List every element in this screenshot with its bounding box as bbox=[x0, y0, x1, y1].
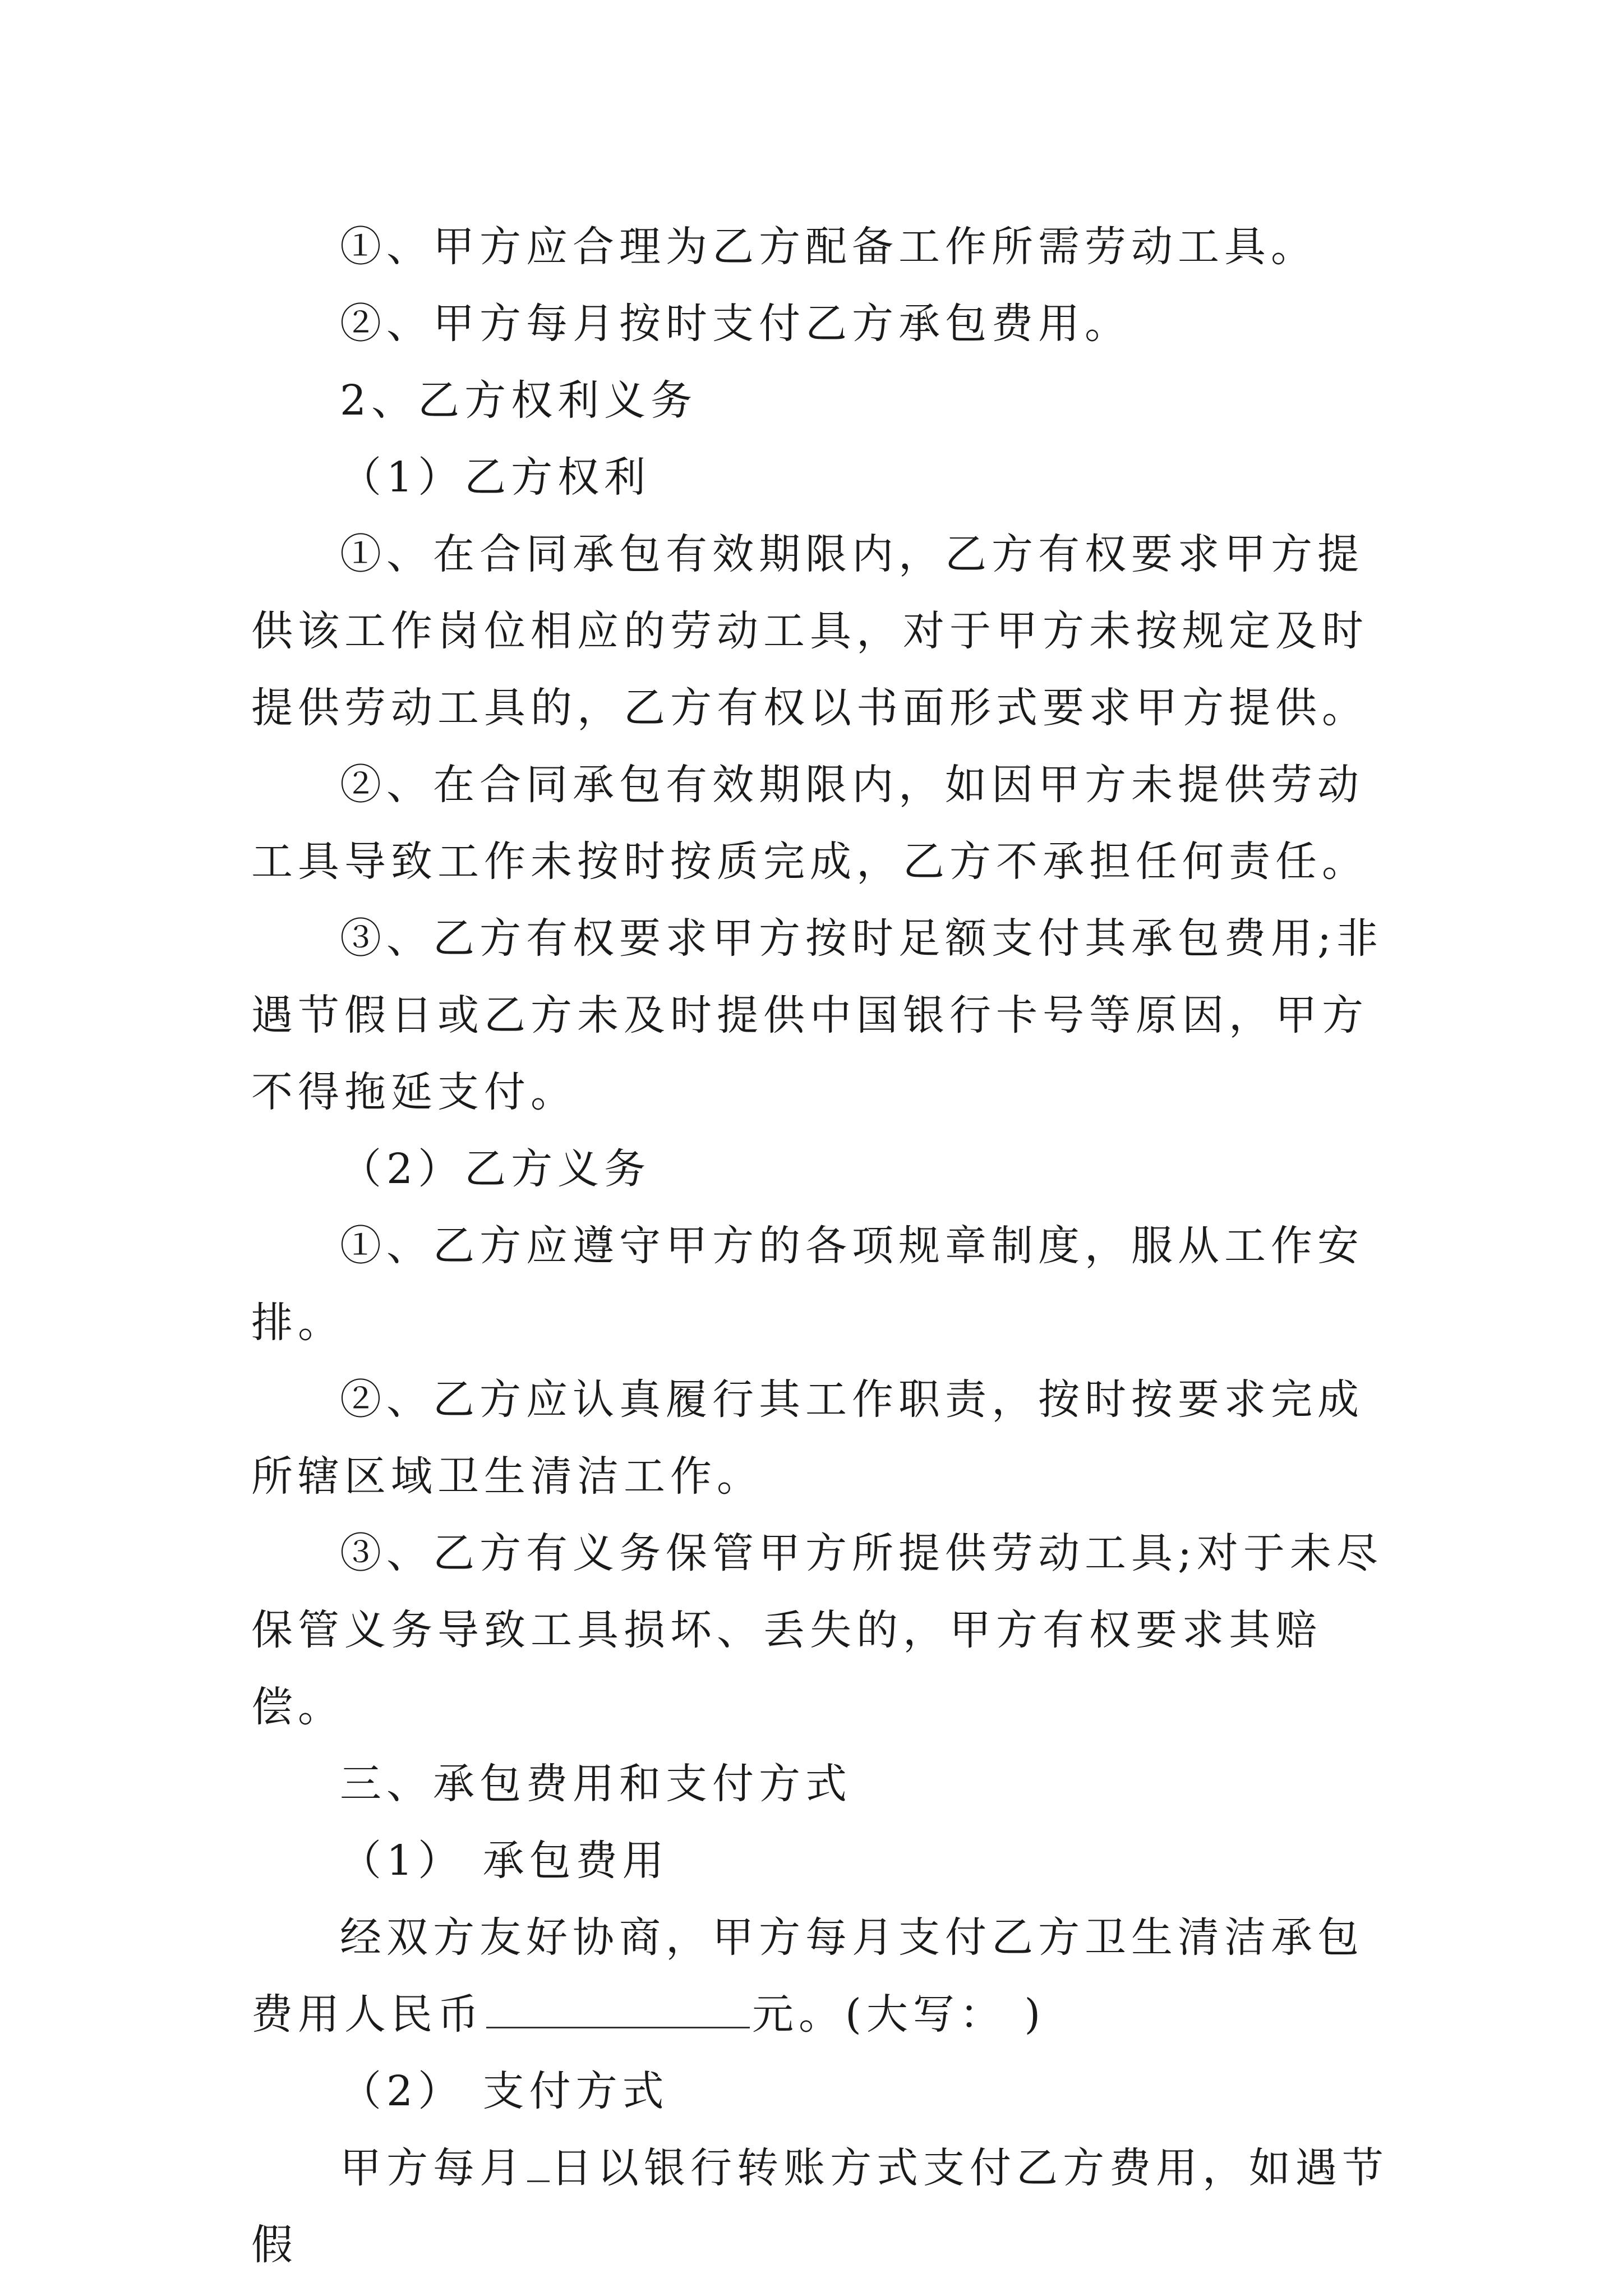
section-heading-3: 三、承包费用和支付方式 bbox=[340, 1760, 852, 1808]
payment-text-before: 甲方每月 bbox=[340, 2144, 526, 2192]
paragraph-6: ②、在合同承包有效期限内，如因甲方未提供劳动工具导致工作未按时按质完成，乙方不承担任何责任。 bbox=[251, 761, 1368, 886]
subsection-heading-fee: （1） 承包费用 bbox=[340, 1837, 669, 1885]
subsection-heading-rights: （1）乙方权利 bbox=[340, 453, 651, 501]
paragraph-11: ③、乙方有义务保管甲方所提供劳动工具;对于未尽保管义务导致工具损坏、丢失的，甲方有权要求其赔偿。 bbox=[251, 1529, 1383, 1731]
subsection-heading-obligations: （2）乙方义务 bbox=[340, 1145, 651, 1193]
payment-day-blank[interactable] bbox=[527, 2145, 550, 2182]
payment-paragraph bbox=[251, 2130, 1395, 2284]
fee-amount-blank[interactable] bbox=[486, 1991, 750, 2028]
document-body bbox=[251, 209, 1395, 2284]
fee-paragraph bbox=[251, 1899, 1395, 2053]
paragraph-2: ②、甲方每月按时支付乙方承包费用。 bbox=[340, 300, 1131, 348]
paragraph-1: ①、甲方应合理为乙方配备工作所需劳动工具。 bbox=[340, 223, 1317, 271]
section-heading-2: 2、乙方权利义务 bbox=[340, 376, 698, 425]
payment-text-after: 日以银行转账方式支付乙方费用，如遇节假 bbox=[251, 2144, 1389, 2269]
paragraph-9: ①、乙方应遵守甲方的各项规章制度，服从工作安排。 bbox=[251, 1222, 1364, 1347]
paragraph-5: ①、在合同承包有效期限内，乙方有权要求甲方提供该工作岗位相应的劳动工具，对于甲方未按规定及时提供劳动工具的，乙方有权以书面形式要求甲方提供。 bbox=[251, 530, 1368, 732]
subsection-heading-payment: （2） 支付方式 bbox=[340, 2067, 669, 2115]
fee-text-after: 元。(大写： ) bbox=[752, 1990, 1046, 2039]
fee-text-before: 经双方友好协商，甲方每月支付乙方卫生清洁承包费用人民币 bbox=[251, 1913, 1364, 2039]
paragraph-10: ②、乙方应认真履行其工作职责，按时按要求完成所辖区域卫生清洁工作。 bbox=[251, 1375, 1364, 1501]
paragraph-7: ③、乙方有权要求甲方按时足额支付其承包费用;非遇节假日或乙方未及时提供中国银行卡号等原因，甲方不得拖延支付。 bbox=[251, 914, 1383, 1116]
